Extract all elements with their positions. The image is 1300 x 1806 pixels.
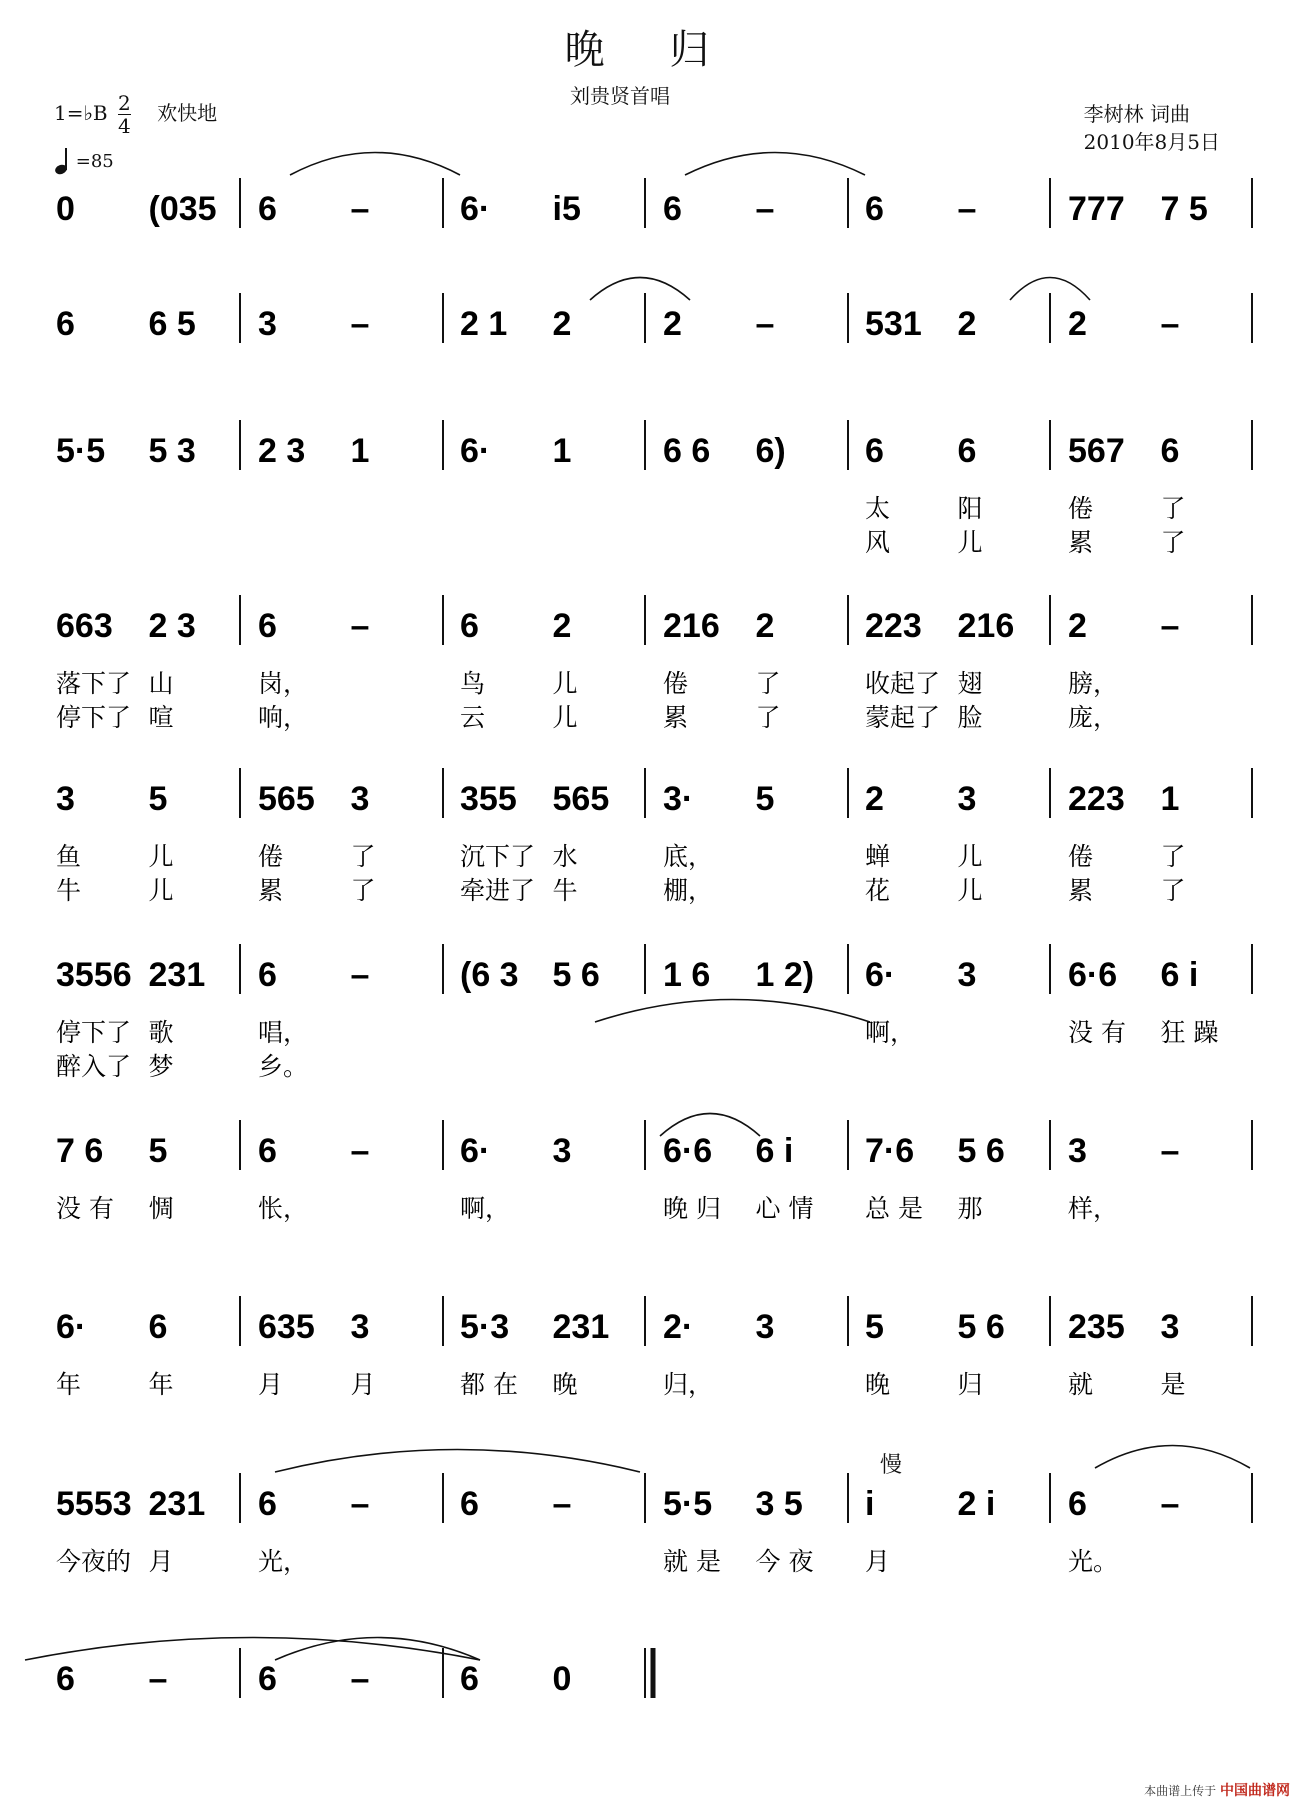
lyric-syllable: 儿 (552, 669, 578, 698)
note-group: (035 (148, 190, 217, 228)
note-group: 0 (552, 1660, 572, 1698)
note-group: 223 (865, 607, 922, 645)
note-group: 6 i (755, 1132, 794, 1170)
note-group: 223 (1068, 780, 1125, 818)
slur (275, 1638, 480, 1661)
note-group: 6 5 (148, 305, 196, 343)
note-group: 2 3 (148, 607, 196, 645)
note-group: 3 (350, 780, 370, 818)
note-group: – (350, 607, 370, 645)
lyric-syllable: 了 (1160, 494, 1186, 523)
lyric-syllable: 了 (1160, 842, 1186, 871)
lyric-syllable: 倦 (663, 669, 689, 698)
score-row (56, 293, 1252, 343)
note-group: – (350, 1485, 370, 1523)
note-group: 5·5 (663, 1485, 713, 1523)
note-group: – (350, 956, 370, 994)
lyric-syllable: 倦 (1068, 842, 1094, 871)
lyric-syllable: 晚 归 (663, 1194, 721, 1223)
lyric-syllable: 月 (258, 1370, 284, 1399)
lyric-syllable: 醉入了 (56, 1052, 132, 1081)
lyric-syllable: 山 (148, 669, 174, 698)
note-group: 2· (663, 1308, 694, 1346)
note-group: – (148, 1660, 168, 1698)
note-group: 5 6 (957, 1132, 1005, 1170)
note-group: 1 2) (755, 956, 815, 994)
expression-mark: 欢快地 (157, 101, 218, 125)
key-label: 1=♭B (54, 101, 108, 125)
note-group: 635 (258, 1308, 315, 1346)
note-group: – (1160, 1485, 1180, 1523)
time-signature-top: 2 (117, 91, 131, 115)
lyric-syllable: 晚 (552, 1370, 578, 1399)
lyric-syllable: 喧 (148, 703, 174, 732)
note-group: 2 (755, 607, 775, 645)
lyric-syllable: 累 (663, 703, 689, 732)
lyric-syllable: 翅 (957, 669, 983, 698)
lyric-syllable: 沉下了 (460, 842, 536, 871)
note-group: 6) (755, 432, 786, 470)
note-group: – (755, 190, 775, 228)
note-group: 7·6 (865, 1132, 915, 1170)
note-group: 5 6 (957, 1308, 1005, 1346)
score-row (56, 944, 1252, 1081)
lyric-syllable: 牛 (56, 876, 82, 905)
lyric-syllable: 归 (957, 1370, 983, 1399)
note-group: 1 (350, 432, 370, 470)
note-group: 1 6 (663, 956, 711, 994)
note-group: – (350, 1660, 370, 1698)
slur (685, 153, 865, 176)
date-label: 2010年8月5日 (1083, 130, 1220, 154)
note-group: 5 3 (148, 432, 196, 470)
lyric-syllable: 总 是 (865, 1194, 923, 1223)
lyric-syllable: 花 (865, 876, 891, 905)
score-row (56, 1473, 1252, 1576)
lyric-syllable: 阳 (957, 494, 983, 523)
note-group: 2 (865, 780, 884, 818)
note-group: 6 (258, 1485, 277, 1523)
lyric-syllable: 乡。 (258, 1052, 309, 1081)
note-group: 6· (460, 1132, 491, 1170)
note-group: 531 (865, 305, 922, 343)
lyric-syllable: 倦 (258, 842, 284, 871)
lyric-syllable: 累 (258, 876, 284, 905)
note-group: 6 (56, 305, 75, 343)
note-group: 0 (56, 190, 75, 228)
note-group: 3· (663, 780, 694, 818)
note-group: 6· (460, 432, 491, 470)
lyric-syllable: 今夜的 (56, 1547, 132, 1576)
note-group: – (1160, 305, 1180, 343)
note-group: – (755, 305, 775, 343)
note-group: 6 (865, 432, 884, 470)
slur (290, 153, 460, 176)
note-group: 5553 (56, 1485, 132, 1523)
note-group: 7 6 (56, 1132, 104, 1170)
note-group: 6 (258, 190, 277, 228)
note-group: 6 (258, 607, 277, 645)
note-group: 1 (552, 432, 572, 470)
slur (1095, 1446, 1250, 1469)
note-group: 6 (460, 607, 479, 645)
note-group: 2 (552, 305, 572, 343)
lyric-syllable: 今 夜 (755, 1547, 814, 1576)
note-group: 5·3 (460, 1308, 510, 1346)
lyric-syllable: 牵进了 (460, 876, 536, 905)
lyric-syllable: 啊， (865, 1018, 916, 1047)
note-group: 7 5 (1160, 190, 1208, 228)
note-group: 2 (663, 305, 682, 343)
note-group: 1 (1160, 780, 1180, 818)
note-group: 3 (552, 1132, 572, 1170)
note-group: 3 (1160, 1308, 1180, 1346)
score-row (56, 1648, 653, 1698)
note-group: – (957, 190, 977, 228)
note-group: 3 (957, 956, 977, 994)
score-row (56, 1120, 1252, 1223)
lyric-syllable: 梦 (148, 1052, 174, 1081)
lyric-syllable: 儿 (957, 528, 983, 557)
lyric-syllable: 膀， (1068, 669, 1119, 698)
slur (25, 1638, 480, 1661)
lyric-syllable: 就 (1068, 1370, 1094, 1399)
lyric-syllable: 倦 (1068, 494, 1094, 523)
lyric-syllable: 累 (1068, 876, 1094, 905)
lyric-syllable: 落下了 (56, 669, 132, 698)
lyric-syllable: 样， (1068, 1194, 1119, 1223)
note-group: 565 (258, 780, 315, 818)
note-group: – (350, 305, 370, 343)
note-group: i (865, 1485, 875, 1523)
lyric-syllable: 是 (1160, 1370, 1186, 1399)
note-group: – (350, 190, 370, 228)
note-group: 6 i (1160, 956, 1199, 994)
lyric-syllable: 就 是 (663, 1547, 721, 1576)
lyric-syllable: 了 (350, 876, 376, 905)
note-group: 6 (258, 1660, 277, 1698)
note-group: 5 (148, 1132, 168, 1170)
slur (275, 1450, 640, 1473)
lyric-syllable: 庞， (1068, 703, 1119, 732)
lyric-syllable: 年 (56, 1370, 82, 1399)
note-group: (6 3 (460, 956, 519, 994)
lyric-syllable: 了 (350, 842, 376, 871)
singer-credit: 刘贵贤首唱 (570, 84, 670, 108)
score-row (56, 768, 1252, 905)
note-group: 2 1 (460, 305, 508, 343)
watermark-prefix: 本曲谱上传于 (1144, 1784, 1217, 1798)
lyric-syllable: 了 (755, 669, 781, 698)
note-group: 6 (957, 432, 977, 470)
note-group: 5 (148, 780, 168, 818)
note-group: 5 (865, 1308, 884, 1346)
lyric-syllable: 风 (865, 528, 891, 557)
lyric-syllable: 月 (148, 1547, 174, 1576)
lyric-syllable: 儿 (957, 842, 983, 871)
note-group: 6·6 (1068, 956, 1118, 994)
note-group: 663 (56, 607, 113, 645)
note-group: 2 (552, 607, 572, 645)
note-group: 2 (1068, 305, 1087, 343)
note-group: 3 5 (755, 1485, 803, 1523)
note-group: 3 (1068, 1132, 1087, 1170)
note-group: i5 (552, 190, 581, 228)
note-group: 216 (957, 607, 1015, 645)
note-group: 5·5 (56, 432, 106, 470)
lyric-syllable: 儿 (957, 876, 983, 905)
lyric-syllable: 响， (258, 703, 309, 732)
lyric-syllable: 歌 (148, 1018, 174, 1047)
lyric-syllable: 牛 (552, 876, 578, 905)
lyric-syllable: 月 (350, 1370, 376, 1399)
score-row (56, 420, 1252, 557)
lyric-syllable: 了 (755, 703, 781, 732)
lyric-syllable: 心 情 (755, 1194, 814, 1223)
note-group: 2 (1068, 607, 1087, 645)
note-group: – (1160, 1132, 1180, 1170)
lyric-syllable: 蝉 (865, 842, 891, 871)
note-group: 231 (148, 1485, 206, 1523)
lyric-syllable: 停下了 (56, 703, 132, 732)
lyric-syllable: 没 有 (1068, 1018, 1126, 1047)
note-group: – (1160, 607, 1180, 645)
slur (595, 1000, 870, 1023)
note-group: 6·6 (663, 1132, 713, 1170)
song-title: 晚 归 (564, 27, 736, 73)
slow-marking: 慢 (880, 1453, 903, 1478)
lyric-syllable: 归， (663, 1370, 714, 1399)
time-signature-bottom: 4 (117, 114, 131, 138)
note-group: 3 (258, 305, 277, 343)
lyric-syllable: 唱， (258, 1018, 309, 1047)
score-row (56, 595, 1252, 732)
lyric-syllable: 水 (552, 842, 578, 871)
lyricist-composer: 李树林 词曲 (1083, 102, 1190, 126)
watermark-brand: 中国曲谱网 (1220, 1783, 1290, 1799)
note-group: 565 (552, 780, 610, 818)
note-group: 3 (350, 1308, 370, 1346)
note-group: 3 (56, 780, 75, 818)
tempo-value: =85 (75, 151, 114, 172)
note-group: 231 (552, 1308, 610, 1346)
lyric-syllable: 怅， (258, 1194, 309, 1223)
lyric-syllable: 鱼 (56, 842, 82, 871)
lyric-syllable: 累 (1068, 528, 1094, 557)
note-group: 2 i (957, 1485, 996, 1523)
note-group: 6· (865, 956, 896, 994)
lyric-syllable: 啊， (460, 1194, 511, 1223)
lyric-syllable: 鸟 (460, 669, 486, 698)
lyric-syllable: 棚， (663, 876, 714, 905)
note-group: 6 (148, 1308, 168, 1346)
lyric-syllable: 月 (865, 1547, 891, 1576)
note-group: 6 6 (663, 432, 711, 470)
slur (590, 278, 690, 301)
lyric-syllable: 底， (663, 842, 714, 871)
score-row (56, 1296, 1252, 1399)
note-group: – (350, 1132, 370, 1170)
lyric-syllable: 光， (258, 1547, 309, 1576)
note-group: 3556 (56, 956, 132, 994)
lyric-syllable: 惆 (148, 1194, 174, 1223)
note-group: 6 (1160, 432, 1180, 470)
lyric-syllable: 太 (865, 494, 891, 523)
note-group: 6 (663, 190, 682, 228)
lyric-syllable: 儿 (148, 842, 174, 871)
lyric-syllable: 儿 (148, 876, 174, 905)
lyric-syllable: 儿 (552, 703, 578, 732)
note-group: 6 (460, 1660, 479, 1698)
note-group: – (552, 1485, 572, 1523)
lyric-syllable: 岗， (258, 669, 309, 698)
lyric-syllable: 了 (1160, 528, 1186, 557)
note-group: 231 (148, 956, 206, 994)
lyric-syllable: 云 (460, 703, 486, 732)
note-group: 5 6 (552, 956, 600, 994)
note-group: 3 (755, 1308, 775, 1346)
watermark (1144, 1780, 1290, 1800)
lyric-syllable: 脸 (957, 703, 983, 732)
lyric-syllable: 蒙起了 (865, 703, 941, 732)
note-group: 2 (957, 305, 977, 343)
note-group: 567 (1068, 432, 1125, 470)
note-group: 6 (460, 1485, 479, 1523)
lyric-syllable: 光。 (1068, 1547, 1119, 1576)
lyric-syllable: 没 有 (56, 1194, 114, 1223)
lyric-syllable: 年 (148, 1370, 174, 1399)
note-group: 3 (957, 780, 977, 818)
note-group: 6 (258, 1132, 277, 1170)
note-group: 777 (1068, 190, 1125, 228)
lyric-syllable: 都 在 (460, 1370, 518, 1399)
lyric-syllable: 停下了 (56, 1018, 132, 1047)
note-group: 355 (460, 780, 517, 818)
note-group: 2 3 (258, 432, 306, 470)
note-group: 216 (663, 607, 720, 645)
score-row (56, 178, 1252, 228)
note-group: 6 (865, 190, 884, 228)
note-group: 6 (1068, 1485, 1087, 1523)
note-group: 6· (460, 190, 491, 228)
lyric-syllable: 晚 (865, 1370, 891, 1399)
note-group: 6 (258, 956, 277, 994)
lyric-syllable: 了 (1160, 876, 1186, 905)
lyric-syllable: 那 (957, 1194, 983, 1223)
note-group: 6· (56, 1308, 87, 1346)
note-group: 6 (56, 1660, 75, 1698)
lyric-syllable: 收起了 (865, 669, 941, 698)
note-group: 5 (755, 780, 775, 818)
note-group: 235 (1068, 1308, 1125, 1346)
lyric-syllable: 狂 躁 (1160, 1018, 1219, 1047)
